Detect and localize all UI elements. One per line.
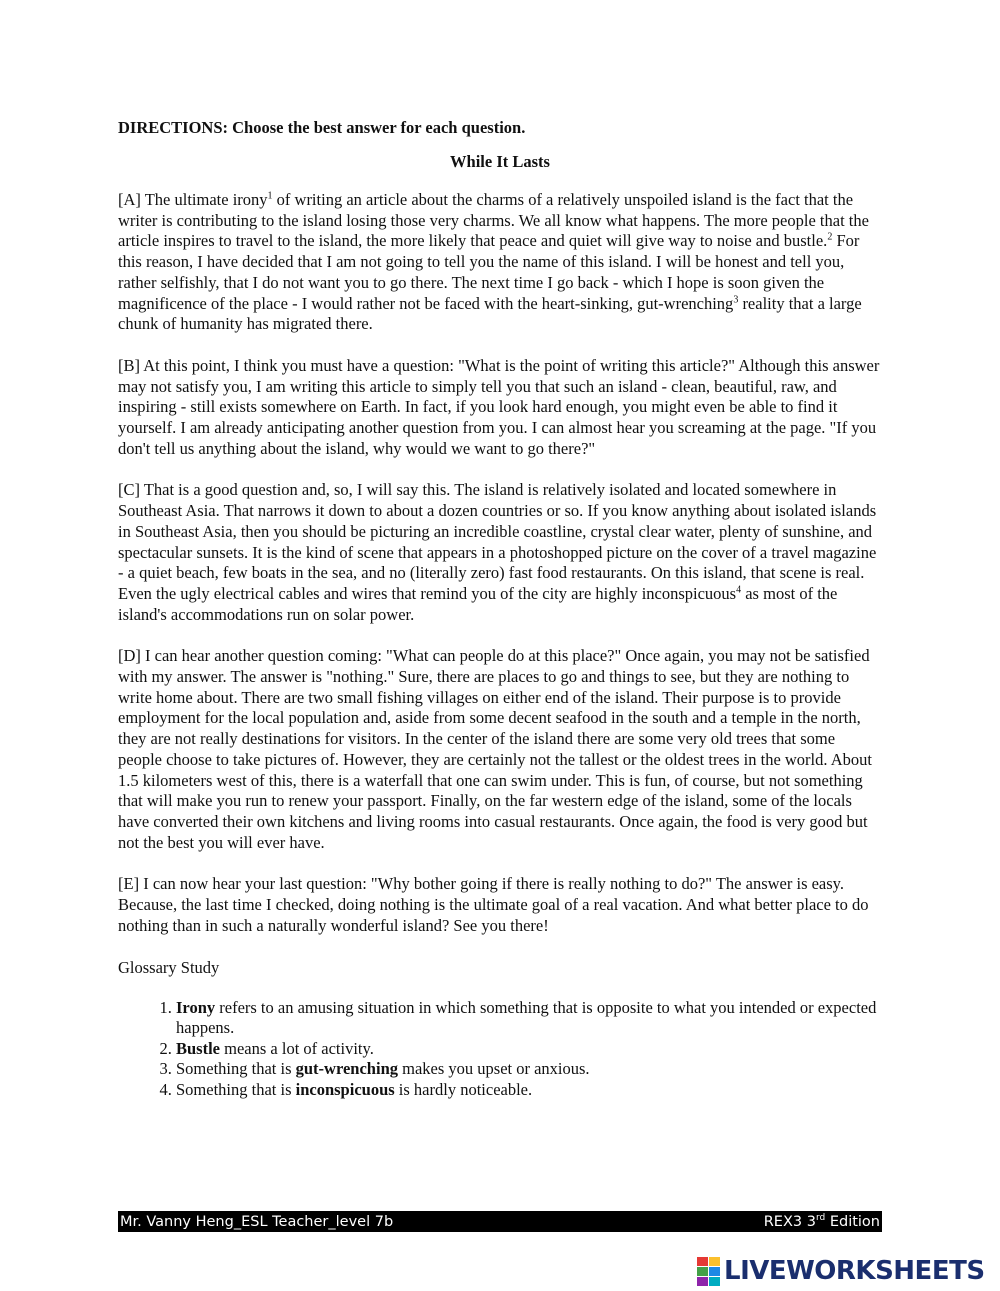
glossary-term: Irony <box>176 997 216 1017</box>
directions: DIRECTIONS: Choose the best answer for each question. <box>118 118 526 137</box>
paragraph-a: [A] The ultimate irony$^1$ of writing an article about the charms of a relatively unspoiled island is the fact that the writer is contributing to the island losing those very charms. We all know what happens. The more people that the article inspires to travel to the island, the more likely that peace and quiet will give way to noise and bustle.$^2$ For this reason, I have decided that I am not going to tell you the name of this island. I will be honest and tell you, rather selfishly, that I do not want you to go there. The next time I go back - which I hope is soon given the magnificence of the place - I would rather not be faced with the heart-sinking, gut-wrenching$^3$ reality that a large chunk of humanity has migrated there. <box>118 190 869 334</box>
glossary-heading: Glossary Study <box>118 957 220 977</box>
liveworksheets-icon <box>697 1257 720 1286</box>
footer-bar <box>118 1211 882 1232</box>
footnote-ref-4: 4 <box>736 584 742 596</box>
article-title: While It Lasts <box>450 152 550 171</box>
glossary-item: 2. Bustle means a lot of activity. <box>176 1039 882 1060</box>
footer-edition: REX3 3rd Edition <box>763 1212 880 1230</box>
glossary-item: 1. Irony refers to an amusing situation in which something that is opposite to what you intended or expected happens. <box>176 998 882 1039</box>
paragraph-d: [D] I can hear another question coming: "What can people do at this place?" Once again, you may not be satisfied with my answer. The answer is "nothing." Sure, there are places to go and things to see, but they are nothing to write home about. There are two small fishing villages on either end of the island. Their purpose is to provide employment for the local population and, aside from some decent seafood in the south and a temple in the north, they are not really destinations for visitors. In the center of the island there are some very old trees that some people choose to take pictures of. However, they are certainly not the tallest or the oldest trees in the world. About 1.5 kilometers west of this, there is a waterfall that one can swim under. This is fun, of course, but not something that will make you run to renew your passport. Finally, on the far western edge of the island, some of the locals have converted their own kitchens and living rooms into casual restaurants. Once again, the food is very good but not the best you will ever have. <box>118 646 872 852</box>
glossary-list <box>118 998 882 1101</box>
glossary-item: 3. Something that is gut-wrenching makes you upset or anxious. <box>176 1059 882 1080</box>
paragraph-b: [B] At this point, I think you must have a question: "What is the point of writing this article?" Although this answer may not satisfy you, I am writing this article to simply tell you that such an island - clean, beautiful, raw, and inspiring - still exists somewhere on Earth. In fact, if you look hard enough, you might even be able to find it yourself. I am already anticipating another question from you. I can almost hear you screaming at the page. "If you don't tell us anything about the island, why would we want to go there?" <box>118 355 880 458</box>
footnote-ref-3: 3 <box>733 294 739 306</box>
paragraph-e: [E] I can now hear your last question: "Why bother going if there is really nothing to do?" The answer is easy. Because, the last time I checked, doing nothing is the ultimate goal of a real vacation. And what better place to do nothing than in such a naturally wonderful island? See you there! <box>118 874 869 935</box>
footnote-ref-2: 2 <box>827 231 833 243</box>
glossary-item: 4. Something that is inconspicuous is hardly noticeable. <box>176 1080 882 1101</box>
glossary-term: gut-wrenching <box>295 1059 398 1078</box>
glossary-term: inconspicuous <box>295 1079 395 1099</box>
paragraph-c: [C] That is a good question and, so, I will say this. The island is relatively isolated and located somewhere in Southeast Asia. That narrows it down to about a dozen countries or so. If you know anything about isolated islands in Southeast Asia, then you should be picturing an incredible coastline, crystal clear water, plenty of sunshine, and spectacular sunsets. It is the kind of scene that appears in a photoshopped picture on the cover of a travel magazine - a quiet beach, few boats in the sea, and no (literally zero) fast food restaurants. On this island, that scene is real. Even the ugly electrical cables and wires that remind you of the city are highly inconspicuous$^4$ as most of the island's accommodations run on solar power. <box>118 480 877 624</box>
liveworksheets-logo[interactable] <box>697 1257 985 1285</box>
liveworksheets-wordmark: LIVEWORKSHEETS <box>724 1256 985 1286</box>
footer-author: Mr. Vanny Heng_ESL Teacher_level 7b <box>120 1213 394 1230</box>
worksheet-page <box>118 118 882 1100</box>
footnote-ref-1: 1 <box>267 190 273 202</box>
glossary-term: Bustle <box>176 1038 221 1058</box>
